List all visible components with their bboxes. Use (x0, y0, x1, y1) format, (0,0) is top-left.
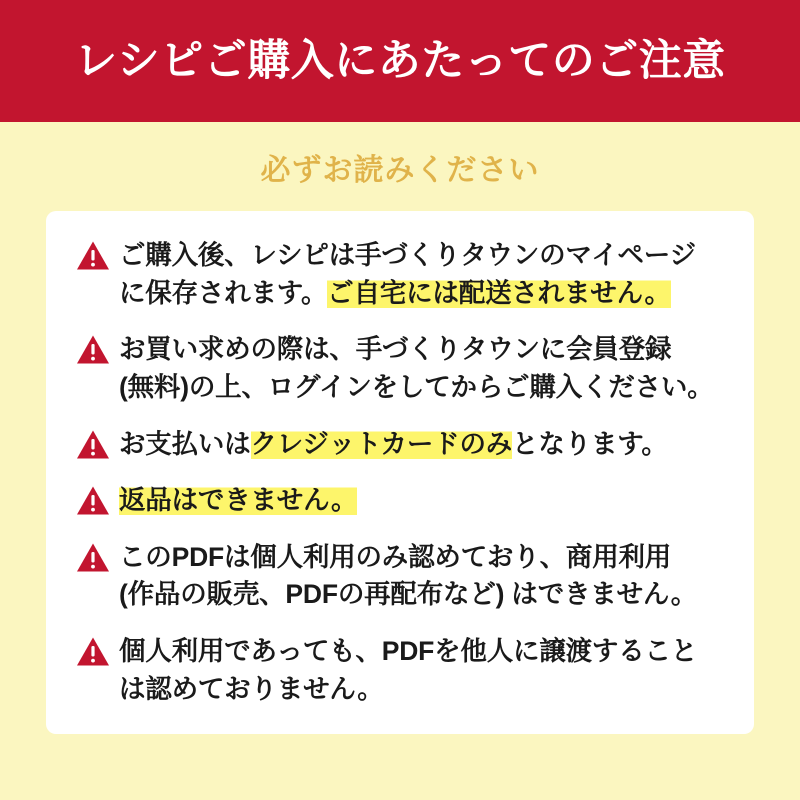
notice-text-line (119, 369, 714, 407)
notice-text-line (119, 275, 696, 313)
notice-text (119, 633, 697, 708)
notice-text (119, 482, 357, 520)
notice-item (76, 331, 724, 406)
warning-triangle-icon (76, 636, 110, 667)
notice-text-segment: となります。 (512, 428, 668, 459)
notice-item (76, 539, 724, 614)
warning-triangle-icon (76, 240, 110, 271)
notice-text-highlight: ご自宅には配送されません。 (327, 277, 671, 308)
notice-text-segment: お支払いは (119, 428, 251, 459)
notice-text-segment: ご購入後、レシピは手づくりタウンのマイページ (119, 240, 696, 270)
notice-text-segment: は認めておりません。 (119, 673, 384, 704)
notice-text-highlight: 返品はできません。 (119, 485, 358, 516)
notice-item (76, 237, 724, 312)
notice-text-segment: お買い求めの際は、手づくりタウンに会員登録 (119, 334, 672, 365)
notice-text-segment: (作品の販売、PDFの再配布など) はできません。 (119, 579, 698, 610)
notice-text (119, 539, 697, 614)
notice-text-segment: (無料)の上、ログインをしてからご購入ください。 (119, 371, 714, 402)
page-banner (0, 0, 800, 122)
warning-triangle-icon (76, 429, 110, 460)
notice-text (119, 237, 696, 312)
notice-item (76, 633, 724, 708)
notice-card (46, 211, 754, 734)
page-title: レシピご購入にあたってのご注意 (74, 36, 726, 85)
warning-triangle-icon (76, 542, 110, 573)
notice-item (76, 482, 724, 520)
notice-text-line (119, 671, 697, 709)
notice-text-line (119, 633, 697, 671)
notice-text-line (119, 331, 714, 369)
notice-text (119, 426, 668, 464)
notice-text-line (119, 237, 696, 275)
notice-text-line (119, 426, 668, 464)
notice-item (76, 426, 724, 464)
notice-text (119, 331, 714, 406)
notice-text-line (119, 539, 697, 577)
notice-text-segment: このPDFは個人利用のみ認めており、商用利用 (119, 541, 672, 572)
notice-text-line (119, 482, 357, 520)
notice-text-segment: 個人利用であっても、PDFを他人に譲渡すること (119, 636, 698, 666)
warning-triangle-icon (76, 485, 110, 516)
notice-text-segment: に保存されます。 (119, 277, 328, 308)
page-subtitle: 必ずお読みください (260, 154, 540, 187)
warning-triangle-icon (76, 334, 110, 365)
notice-list (76, 237, 724, 708)
notice-text-highlight: クレジットカードのみ (250, 428, 513, 459)
notice-text-line (119, 576, 697, 614)
